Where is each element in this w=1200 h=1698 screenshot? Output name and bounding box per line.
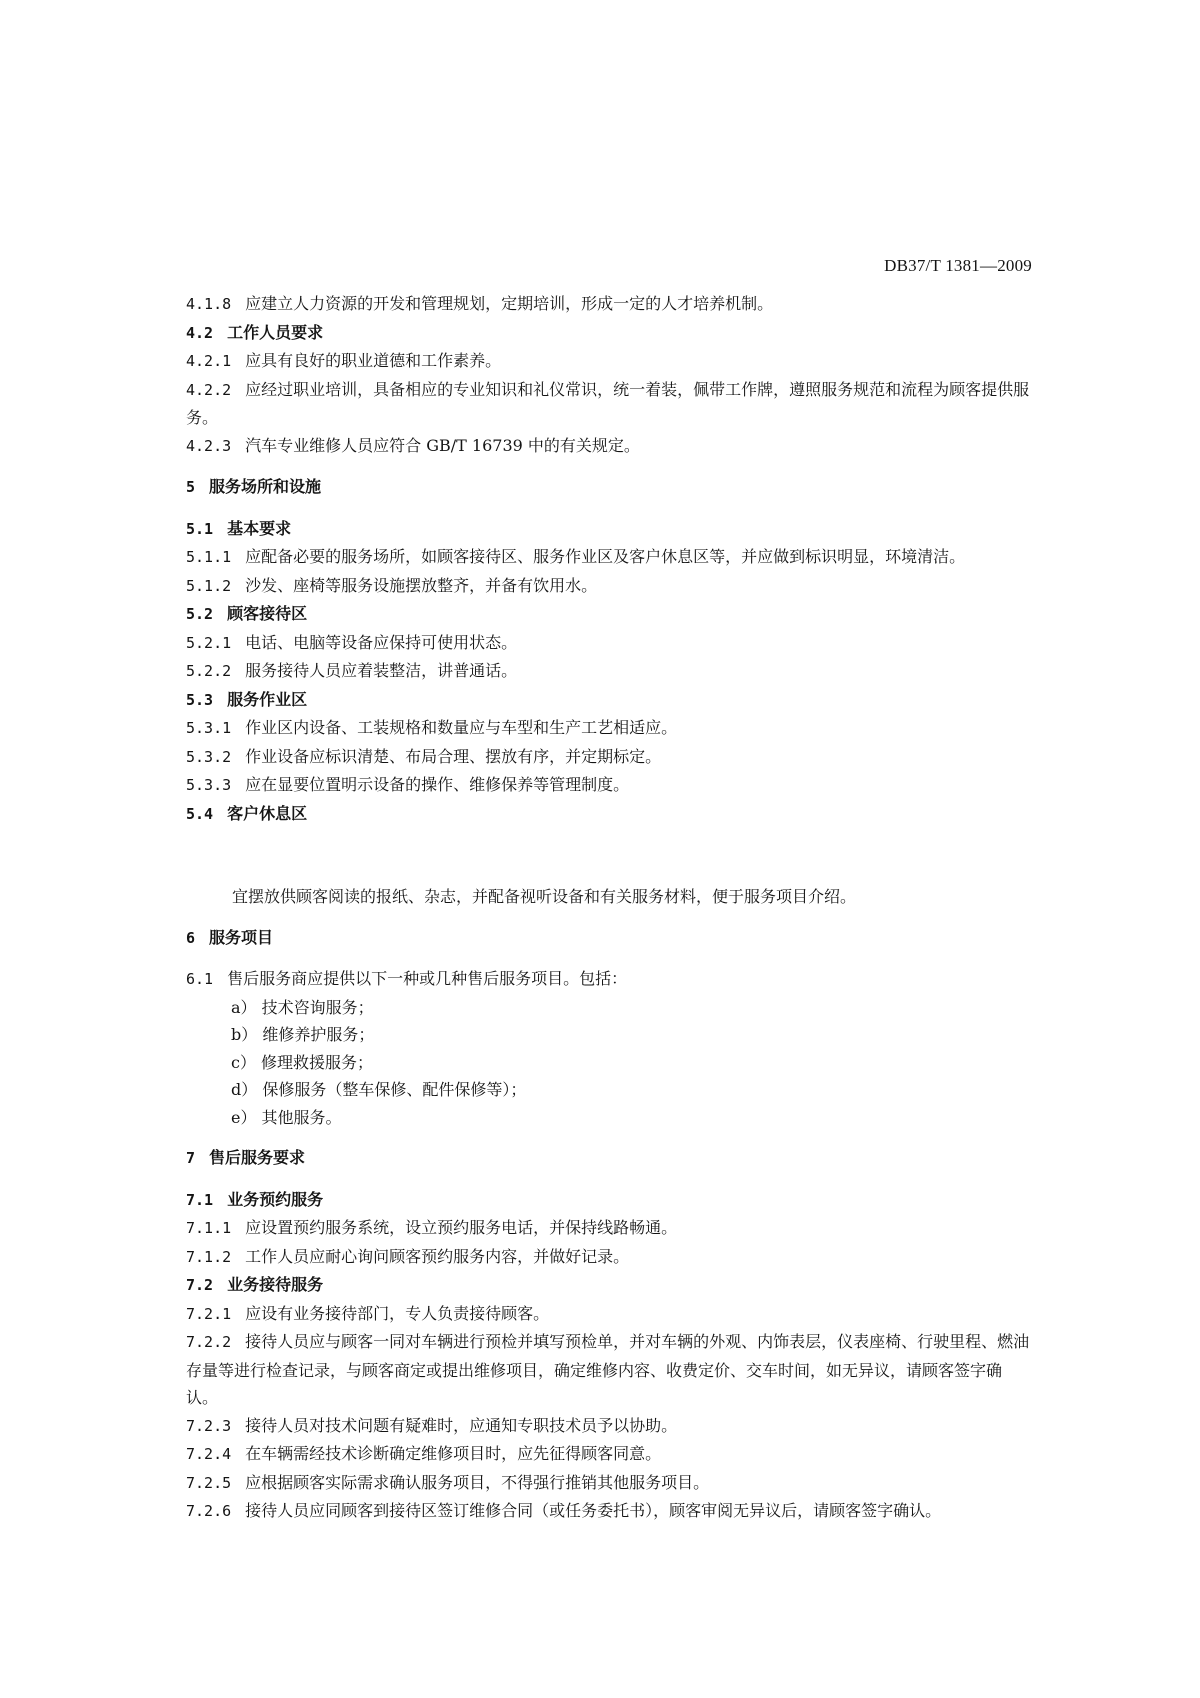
clause-number: 7.2.2 — [186, 1333, 232, 1351]
clause-text: 应在显要位置明示设备的操作、维修保养等管理制度。 — [245, 775, 630, 794]
clause-5-3-2 — [186, 743, 1032, 772]
list-item: c） 修理救援服务； — [231, 1052, 374, 1072]
section-heading-5-3 — [186, 686, 1032, 715]
clause-4-2-1 — [186, 347, 1032, 376]
clause-4-1-8 — [186, 290, 1032, 319]
section-heading-4-2 — [186, 319, 1032, 348]
clause-7-2-6 — [186, 1497, 1032, 1526]
section-title: 顾客接待区 — [227, 604, 308, 623]
clause-text: 沙发、座椅等服务设施摆放整齐，并备有饮用水。 — [245, 575, 598, 595]
clause-number: 5.3.1 — [186, 719, 232, 737]
section-heading-5-4 — [186, 800, 1032, 829]
section-title: 业务接待服务 — [227, 1275, 324, 1294]
clause-number: 7.2.3 — [186, 1416, 232, 1435]
section-number: 5.2 — [186, 605, 214, 623]
clause-number: 4.2.2 — [186, 380, 232, 399]
clause-7-2-2 — [186, 1328, 1032, 1412]
clause-number: 7.2.4 — [186, 1445, 232, 1463]
section-5-4-body: 宜摆放供顾客阅读的报纸、杂志，并配备视听设备和有关服务材料，便于服务项目介绍。 — [232, 887, 857, 906]
list-item: d） 保修服务（整车保修、配件保修等）； — [231, 1080, 527, 1099]
clause-4-2-2 — [186, 376, 1032, 432]
clause-text: 汽车专业维修人员应符合 GB/T 16739 中的有关规定。 — [245, 435, 640, 455]
section-heading-5-1 — [186, 515, 1032, 544]
clause-number: 5.2.1 — [186, 633, 232, 652]
section-heading-7-1 — [186, 1186, 1032, 1215]
clause-7-2-1 — [186, 1300, 1032, 1329]
section-number: 5.3 — [186, 690, 214, 709]
section-heading-7-2 — [186, 1271, 1032, 1300]
chapter-number: 6 — [186, 928, 196, 947]
section-title: 客户休息区 — [227, 803, 308, 823]
clause-text: 应具有良好的职业道德和工作素养。 — [245, 351, 502, 370]
clause-5-1-2 — [186, 572, 1032, 601]
clause-7-1-1 — [186, 1214, 1032, 1243]
section-number: 4.2 — [186, 323, 214, 342]
clause-number: 5.1.2 — [186, 576, 232, 595]
section-number: 7.1 — [186, 1190, 214, 1209]
clause-6-1 — [186, 965, 1032, 994]
clause-text: 应设有业务接待部门，专人负责接待顾客。 — [245, 1303, 550, 1323]
clause-5-2-2 — [186, 657, 1032, 686]
clause-text: 工作人员应耐心询问顾客预约服务内容，并做好记录。 — [245, 1246, 630, 1266]
clause-text: 应设置预约服务系统，设立预约服务电话，并保持线路畅通。 — [245, 1218, 678, 1237]
clause-number: 5.1.1 — [186, 548, 232, 566]
clause-text: 应配备必要的服务场所，如顾客接待区、服务作业区及客户休息区等，并应做到标识明显，环境清洁。 — [245, 547, 966, 566]
chapter-heading-5 — [186, 473, 1032, 502]
clause-number: 7.1.1 — [186, 1219, 232, 1237]
clause-7-2-3 — [186, 1412, 1032, 1441]
chapter-title: 服务项目 — [209, 927, 274, 947]
clause-7-2-4 — [186, 1440, 1032, 1469]
clause-5-1-1 — [186, 543, 1032, 572]
clause-text: 接待人员应同顾客到接待区签订维修合同（或任务委托书），顾客审阅无异议后，请顾客签字确认。 — [245, 1501, 942, 1520]
chapter-heading-7 — [186, 1144, 1032, 1173]
clause-text: 应根据顾客实际需求确认服务项目，不得强行推销其他服务项目。 — [245, 1472, 710, 1492]
clause-number: 5.3.3 — [186, 776, 232, 794]
clause-number: 7.2.6 — [186, 1502, 232, 1520]
clause-4-2-3 — [186, 432, 1032, 461]
spacer — [186, 828, 1032, 883]
chapter-title: 服务场所和设施 — [209, 477, 322, 496]
section-number: 5.4 — [186, 804, 214, 823]
clause-7-2-5 — [186, 1469, 1032, 1498]
clause-number: 5.2.2 — [186, 662, 232, 680]
section-title: 工作人员要求 — [227, 322, 324, 342]
chapter-number: 7 — [186, 1149, 196, 1167]
clause-text: 售后服务商应提供以下一种或几种售后服务项目。包括： — [227, 969, 628, 988]
clause-text: 在车辆需经技术诊断确定维修项目时，应先征得顾客同意。 — [245, 1444, 662, 1463]
chapter-title: 售后服务要求 — [209, 1148, 306, 1167]
clause-number: 4.2.1 — [186, 352, 232, 370]
clause-number: 7.2.5 — [186, 1473, 232, 1492]
clause-number: 6.1 — [186, 970, 214, 988]
chapter-number: 5 — [186, 478, 196, 496]
clause-number: 7.1.2 — [186, 1247, 232, 1266]
section-title: 服务作业区 — [227, 689, 308, 709]
clause-text: 应经过职业培训，具备相应的专业知识和礼仪常识，统一着装，佩带工作牌，遵照服务规范和流程为顾客提供服务。 — [186, 379, 1030, 427]
section-number: 7.2 — [186, 1276, 214, 1294]
clause-text: 服务接待人员应着装整洁，讲普通话。 — [245, 661, 518, 680]
clause-number: 7.2.1 — [186, 1304, 232, 1323]
clause-text: 作业设备应标识清楚、布局合理、摆放有序，并定期标定。 — [245, 746, 662, 766]
clause-text: 电话、电脑等设备应保持可使用状态。 — [245, 632, 518, 652]
clause-7-1-2 — [186, 1243, 1032, 1272]
clause-5-3-3 — [186, 771, 1032, 800]
clause-text: 作业区内设备、工装规格和数量应与车型和生产工艺相适应。 — [245, 718, 678, 737]
list-item: b） 维修养护服务； — [231, 1025, 375, 1044]
clause-number: 4.2.3 — [186, 436, 232, 455]
clause-5-2-1 — [186, 629, 1032, 658]
section-title: 业务预约服务 — [227, 1189, 324, 1209]
section-number: 5.1 — [186, 519, 214, 538]
clause-text: 应建立人力资源的开发和管理规划，定期培训，形成一定的人才培养机制。 — [245, 294, 774, 313]
document-code: DB37/T 1381—2009 — [884, 256, 1032, 275]
document-body — [186, 290, 1032, 1526]
clause-number: 5.3.2 — [186, 747, 232, 766]
section-title: 基本要求 — [227, 518, 292, 538]
list-item: e） 其他服务。 — [231, 1107, 342, 1127]
clause-5-3-1 — [186, 714, 1032, 743]
chapter-heading-6 — [186, 924, 1032, 953]
clause-number: 4.1.8 — [186, 295, 232, 313]
clause-text: 接待人员对技术问题有疑难时，应通知专职技术员予以协助。 — [245, 1415, 678, 1435]
service-items-list — [186, 994, 1032, 1132]
clause-text: 接待人员应与顾客一同对车辆进行预检并填写预检单，并对车辆的外观、内饰表层，仪表座椅、行驶里程、燃油存量等进行检查记录，与顾客商定或提出维修项目，确定维修内容、收费定价、交车时间，如无异议，请顾客签字确认。 — [186, 1332, 1030, 1407]
list-item: a） 技术咨询服务； — [231, 997, 374, 1017]
section-heading-5-2 — [186, 600, 1032, 629]
